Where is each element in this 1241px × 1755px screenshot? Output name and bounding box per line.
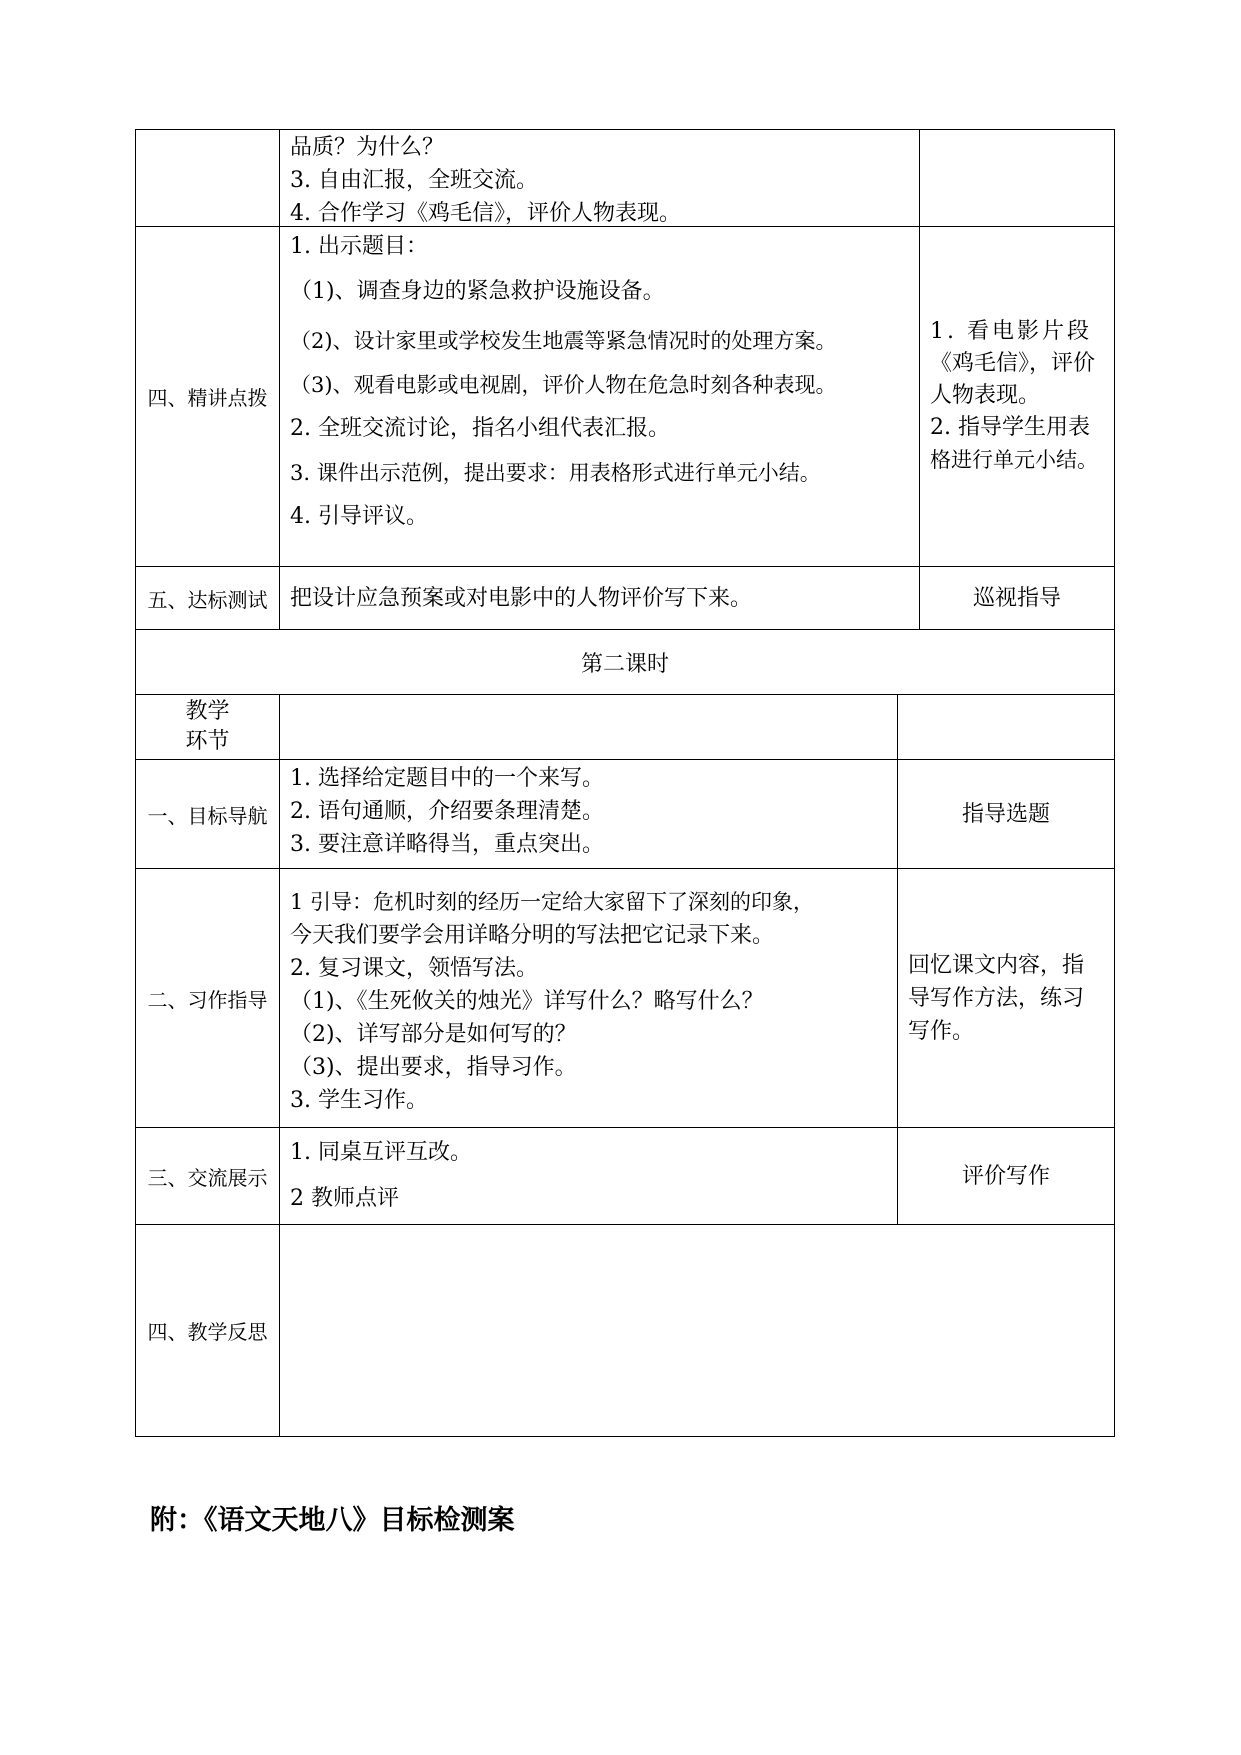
stage-label: 五、达标测试 (147, 587, 268, 612)
content-line: （1)、调查身边的紧急救护设施设备。 (290, 279, 665, 304)
content-line: 2 教师点评 (290, 1186, 399, 1211)
content-line: （1)、《生死攸关的烛光》详写什么？略写什么？ (290, 989, 764, 1014)
note-cell (897, 869, 1115, 1127)
note-line: 1. 看电影片段 (930, 319, 1092, 344)
content-line: 3. 要注意详略得当，重点突出。 (290, 832, 604, 857)
content-line: （2)、详写部分是如何写的？ (290, 1022, 577, 1047)
table-row (135, 695, 1115, 760)
content-cell (280, 760, 897, 868)
note-line: 2. 指导学生用表 (930, 415, 1090, 440)
content-line: （2)、设计家里或学校发生地震等紧急情况时的处理方案。 (290, 329, 837, 353)
table-row (135, 760, 1115, 869)
note-cell (919, 130, 1115, 226)
note-cell (919, 227, 1115, 566)
content-line: 1. 选择给定题目中的一个来写。 (290, 766, 604, 791)
session-title: 第二课时 (580, 651, 669, 677)
content-cell (280, 567, 919, 629)
content-line: 2. 语句通顺，介绍要条理清楚。 (290, 799, 604, 824)
content-line: 2. 复习课文，领悟写法。 (290, 956, 538, 981)
content-line: 3. 自由汇报，全班交流。 (290, 168, 538, 193)
reflection-content-cell (280, 1225, 1115, 1436)
note-cell (897, 1128, 1115, 1224)
stage-label-cell (135, 567, 280, 629)
session-title-cell (135, 630, 1115, 694)
note-cell (919, 567, 1115, 629)
appendix-heading: 附：《语文天地八》目标检测案 (150, 1505, 515, 1536)
content-line: （3)、提出要求，指导习作。 (290, 1055, 577, 1080)
content-line: （3)、观看电影或电视剧，评价人物在危急时刻各种表现。 (290, 373, 837, 397)
content-line: 2. 全班交流讨论，指名小组代表汇报。 (290, 416, 670, 441)
stage-label-cell (135, 760, 280, 868)
stage-label: 四、教学反思 (147, 1320, 268, 1344)
note-line: 导写作方法，练习 (908, 986, 1085, 1011)
stage-label-cell (135, 227, 280, 566)
table-row (135, 869, 1115, 1128)
content-line: 1. 出示题目： (290, 234, 428, 259)
content-line: 1 引导：危机时刻的经历一定给大家留下了深刻的印象， (290, 890, 815, 914)
content-cell (280, 130, 919, 226)
stage-label-cell (135, 1128, 280, 1224)
stage-label: 四、精讲点拨 (147, 386, 268, 410)
stage-label: 三、交流展示 (147, 1165, 268, 1190)
note-line: 格进行单元小结。 (930, 448, 1098, 472)
content-line: 4. 引导评议。 (290, 504, 428, 529)
table-row (135, 567, 1115, 630)
note-line: 《鸡毛信》，评价 (930, 351, 1096, 376)
table-row (135, 227, 1115, 567)
note-cell (897, 760, 1115, 868)
content-line: 品质？为什么？ (290, 135, 445, 160)
stage-label-cell (135, 130, 280, 226)
content-line: 3. 学生习作。 (290, 1088, 428, 1113)
note-line: 写作。 (908, 1019, 975, 1044)
content-line: 1. 同桌互评互改。 (290, 1140, 472, 1165)
content-line: 3. 课件出示范例，提出要求：用表格形式进行单元小结。 (290, 461, 821, 485)
content-cell (280, 869, 897, 1127)
content-cell (280, 695, 897, 759)
content-line: 4. 合作学习《鸡毛信》，评价人物表现。 (290, 201, 681, 226)
content-line: 把设计应急预案或对电影中的人物评价写下来。 (290, 585, 753, 611)
header-label-cell (135, 695, 280, 759)
content-line: 今天我们要学会用详略分明的写法把它记录下来。 (290, 923, 775, 948)
table-row (135, 129, 1115, 227)
note-text: 巡视指导 (972, 585, 1061, 611)
table-row (135, 1128, 1115, 1225)
note-line: 人物表现。 (930, 383, 1041, 408)
note-line: 回忆课文内容，指 (908, 953, 1085, 978)
note-text: 指导选题 (961, 801, 1050, 827)
content-cell (280, 227, 919, 566)
note-cell (897, 695, 1115, 759)
header-label-line: 环节 (185, 729, 230, 754)
stage-label: 二、习作指导 (147, 987, 268, 1012)
header-label-line: 教学 (185, 699, 230, 724)
stage-label-cell (135, 869, 280, 1127)
content-cell (280, 1128, 897, 1224)
note-text: 评价写作 (961, 1163, 1050, 1189)
table-row (135, 1225, 1115, 1437)
table-row (135, 630, 1115, 695)
stage-label: 一、目标导航 (147, 803, 268, 828)
stage-label-cell (135, 1225, 280, 1436)
